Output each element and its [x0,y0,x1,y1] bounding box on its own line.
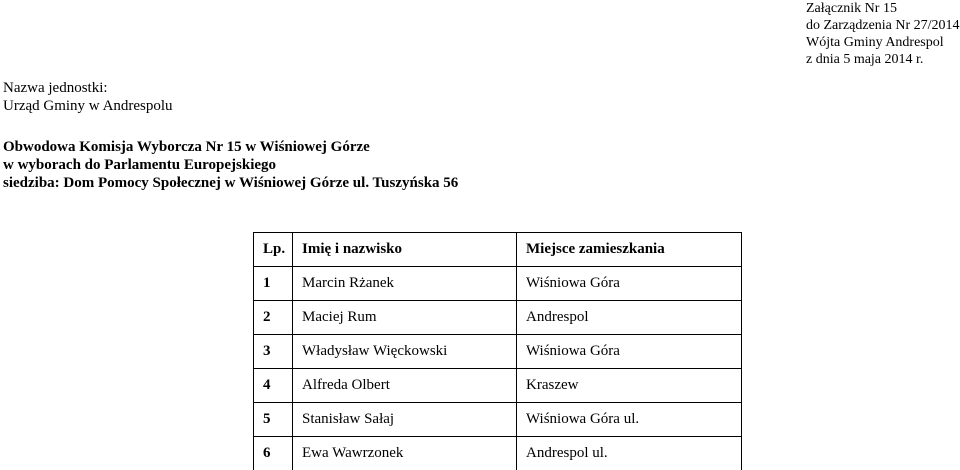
row-lp: 1 [254,267,293,301]
row-name: Alfreda Olbert [293,369,517,403]
row-place: Andrespol ul. [517,437,742,470]
unit-label: Nazwa jednostki: [3,79,173,97]
row-name: Stanisław Sałaj [293,403,517,437]
row-lp: 2 [254,301,293,335]
table-row [254,403,742,437]
table-row [254,301,742,335]
header-name: Imię i nazwisko [293,233,517,267]
annex-number: Załącznik Nr 15 [806,0,960,17]
row-place: Wiśniowa Góra ul. [517,403,742,437]
row-place: Kraszew [517,369,742,403]
row-name: Władysław Więckowski [293,335,517,369]
annex-ordinance: do Zarządzenia Nr 27/2014 [806,17,960,34]
table-row [254,335,742,369]
table-header-row [254,233,742,267]
header-place: Miejsce zamieszkania [517,233,742,267]
commission-election: w wyborach do Parlamentu Europejskiego [3,156,458,174]
row-name: Maciej Rum [293,301,517,335]
row-place: Wiśniowa Góra [517,335,742,369]
row-name: Ewa Wawrzonek [293,437,517,470]
table-row [254,369,742,403]
annex-header [806,0,960,68]
row-place: Andrespol [517,301,742,335]
row-lp: 5 [254,403,293,437]
annex-date: z dnia 5 maja 2014 r. [806,51,960,68]
unit-name: Urząd Gminy w Andrespolu [3,97,173,115]
row-lp: 6 [254,437,293,470]
commission-block [3,138,458,192]
unit-block [3,79,173,115]
row-place: Wiśniowa Góra [517,267,742,301]
row-lp: 4 [254,369,293,403]
annex-issuer: Wójta Gminy Andrespol [806,34,960,51]
commission-seat: siedziba: Dom Pomocy Społecznej w Wiśniowej Górze ul. Tuszyńska 56 [3,174,458,192]
commission-title: Obwodowa Komisja Wyborcza Nr 15 w Wiśniowej Górze [3,138,458,156]
members-table [253,232,742,470]
header-lp: Lp. [254,233,293,267]
table-row [254,267,742,301]
row-name: Marcin Rżanek [293,267,517,301]
row-lp: 3 [254,335,293,369]
